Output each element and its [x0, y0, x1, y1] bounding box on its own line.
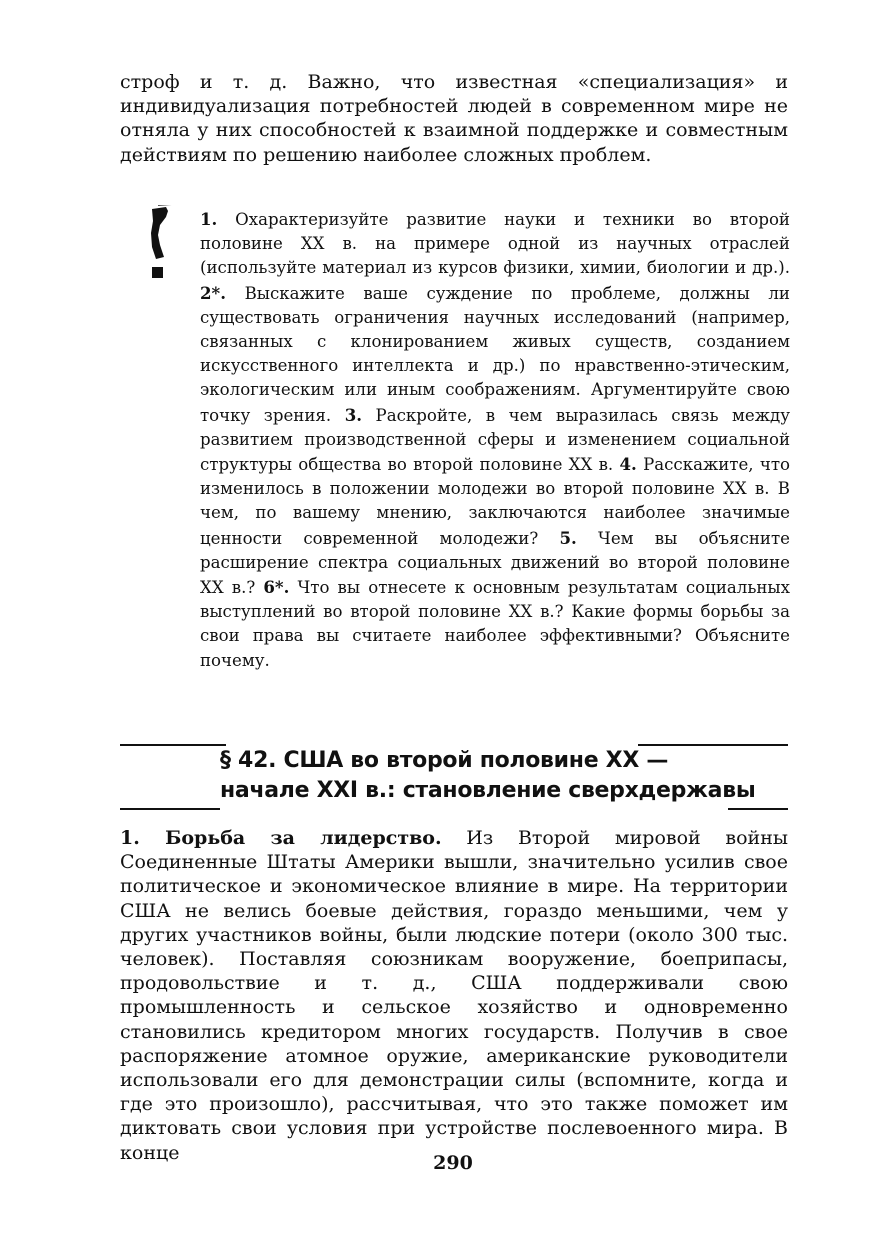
heading-rule [120, 808, 220, 810]
question-number: 3. [344, 404, 363, 425]
question-number: 6*. [263, 577, 290, 598]
section-title-line2: начале XXI в.: становление сверхдержавы [220, 778, 756, 803]
section-heading [120, 740, 788, 812]
question-number: 5. [559, 527, 577, 548]
question-text: Охарактеризуйте развитие науки и техники во второй половине XX в. на примере одной из научных отраслей (используйте материал из курсов физики, химии, биологии и др.). [200, 210, 790, 278]
question-text: Выскажите ваше суждение по проблеме, должны ли существовать ограничения научных исследований (например, связанных с клонированием живых существ, созданием искусственного интеллекта и др.) по нравственно-этическим, экологическим или иным соображениям. Аргументируйте свою точку зрения. [200, 283, 790, 425]
question-text: Раскройте, в чем выразилась связь между развитием производственной сферы и изменением социальной структуры общества во второй половине XX в. [200, 405, 790, 475]
exclamation-icon [146, 205, 174, 283]
question-number: 2*. [200, 282, 227, 303]
heading-rule [728, 808, 788, 810]
section-title [220, 746, 780, 806]
questions-text [200, 207, 790, 673]
top-paragraph: строф и т. д. Важно, что известная «специализация» и индивидуализация потребностей людей в современном мире не отняла у них способностей к взаимной поддержке и совместным действиям по решению наиболее сложных проблем. [120, 71, 788, 166]
question-number: 4. [619, 454, 637, 475]
paragraph-text: Из Второй мировой войны Соединенные Штаты Америки вышли, значительно усилив свое политическое и экономическое влияние в мире. На территории США не велись боевые действия, гораздо меньшими, чем у других участников войны, были людские потери (около 300 тыс. человек). Поставляя союзникам вооружение, боеприпасы, продовольствие и т. д., США поддерживали свою промышленность и сельское хозяйство и одновременно становились кредитором многих государств. Получив в свое распоряжение атомное оружие, американские руководители использовали его для демонстрации силы (вспомните, когда и где это произошло), рассчитывая, что это также поможет им диктовать свои условия при устройстве послевоенного мира. В конце [120, 827, 789, 1164]
question-text: Чем вы объясните расширение спектра социальных движений во второй половине XX в.? [200, 528, 790, 598]
page-number: 290 [433, 1152, 473, 1174]
question-number: 1. [200, 209, 218, 229]
main-paragraph [120, 826, 788, 1165]
heading-rule [120, 744, 226, 746]
question-text: Расскажите, что изменилось в положении молодежи во второй половине XX в. В чем, по вашему мнению, заключаются наиболее значимые ценности современной молодежи? [200, 455, 790, 548]
paragraph-subheading: 1. Борьба за лидерство. [120, 827, 442, 849]
section-title-line1: § 42. США во второй половине XX — [220, 748, 669, 773]
question-text: Что вы отнесете к основным результатам социальных выступлений во второй половине XX в.? Какие формы борьбы за свои права вы считаете наиболее эффективными? Объясните почему. [200, 578, 790, 670]
